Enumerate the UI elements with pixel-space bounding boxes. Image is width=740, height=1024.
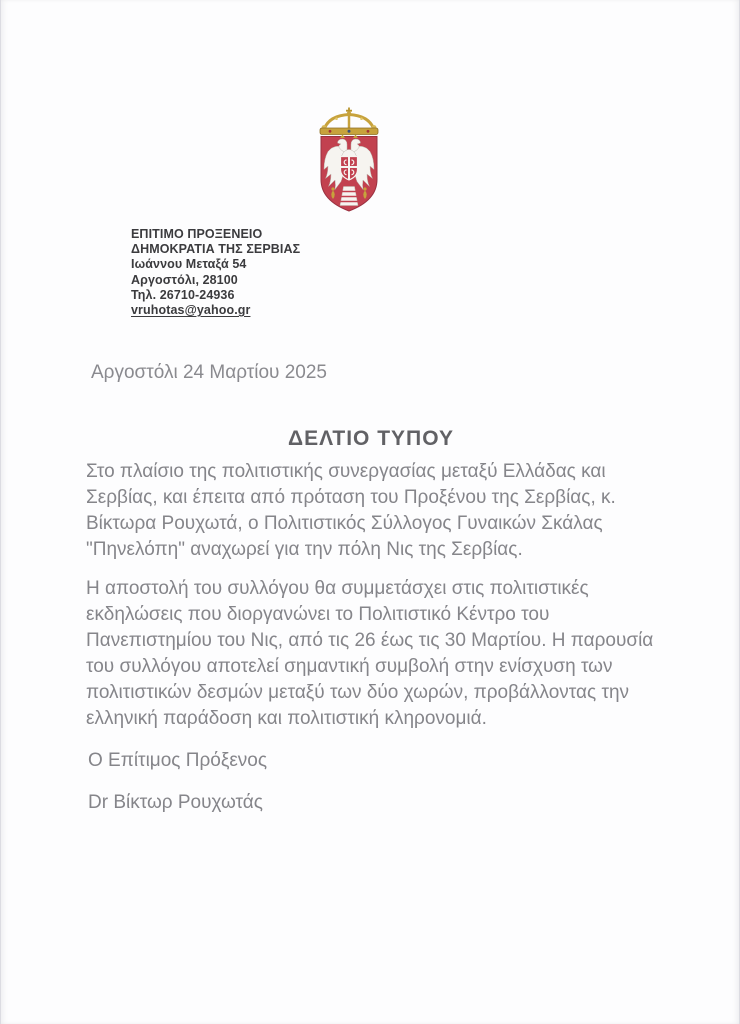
- body-paragraph-1: Στο πλαίσιο της πολιτιστικής συνεργασίας μεταξύ Ελλάδας και Σερβίας, και έπειτα από πρόταση του Προξένου της Σερβίας, κ. Βίκτωρα Ρουχωτά, ο Πολιτιστικός Σύλλογος Γυναικών Σκάλας "Πηνελόπη" αναχωρεί για την πόλη Νις της Σερβίας.: [86, 461, 616, 560]
- press-release-title: ΔΕΛΤΙΟ ΤΥΠΟΥ: [288, 427, 454, 450]
- signature-role: Ο Επίτιμος Πρόξενος: [88, 750, 268, 771]
- body-paragraph-2: Η αποστολή του συλλόγου θα συμμετάσχει στις πολιτιστικές εκδηλώσεις που διοργανώνει το Πολιτιστικό Κέντρο του Πανεπιστημίου του Νις, από τις 26 έως τις 30 Μαρτίου. Η παρουσία του συλλόγου αποτελεί σημαντική συμβολή στην ενίσχυση των πολιτιστικών δεσμών μεταξύ των δύο χωρών, προβάλλοντας την ελληνική παράδοση και πολιτιστική κληρονομιά.: [86, 578, 654, 729]
- signature-name: Dr Βίκτωρ Ρουχωτάς: [88, 792, 263, 813]
- letterhead-consulate-title: ΕΠΙΤΙΜΟ ΠΡΟΞΕΝΕΙΟ: [131, 227, 263, 241]
- letterhead: [131, 227, 300, 318]
- date-line: Αργοστόλι 24 Μαρτίου 2025: [91, 362, 327, 383]
- letterhead-city-postcode: Αργοστόλι, 28100: [131, 272, 238, 287]
- letterhead-phone: Τηλ. 26710-24936: [131, 287, 235, 302]
- crown-icon: [320, 108, 378, 135]
- letterhead-street-address: Ιωάννου Μεταξά 54: [131, 257, 247, 272]
- letterhead-republic-line: ΔΗΜΟΚΡΑΤΙΑ ΤΗΣ ΣΕΡΒΙΑΣ: [131, 242, 301, 257]
- serbian-coat-of-arms-icon: [307, 106, 391, 213]
- letterhead-email: vruhotas@yahoo.gr: [131, 303, 251, 318]
